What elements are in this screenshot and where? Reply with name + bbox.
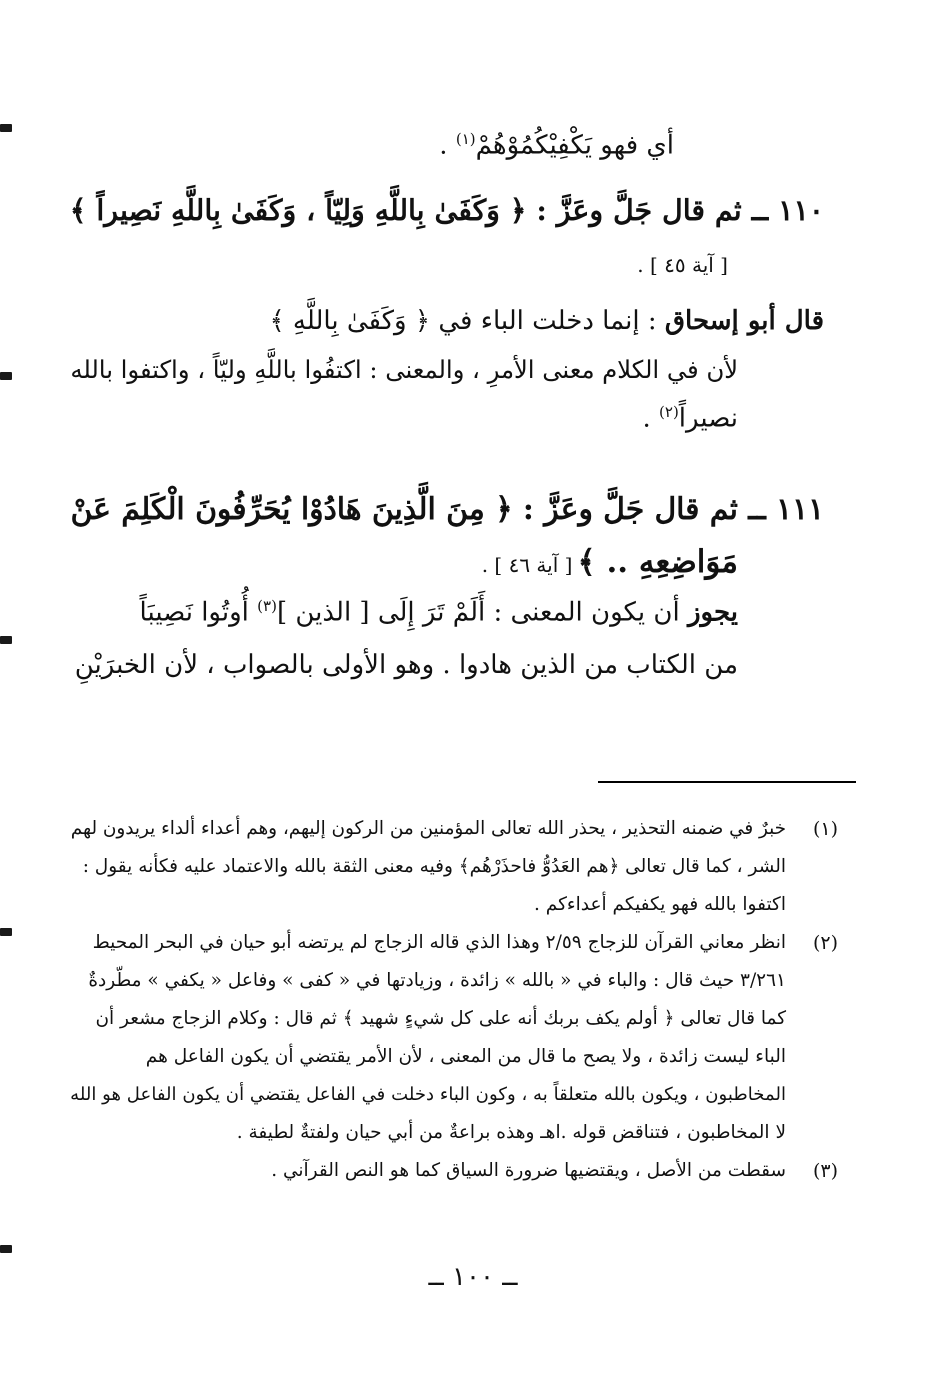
para-110-line-2: لأن في الكلام معنى الأمرِ ، والمعنى : اكتفُوا باللَّهِ وليّاً ، واكتفوا بالله (70, 355, 738, 384)
footnote-2-line-5: المخاطبون ، ويكون بالله متعلقاً به ، وكون الباء دخلت في الفاعل يقتضي أن يكون الفاعل هو الله (70, 1084, 786, 1105)
entry-111-ayah-ref: [ آية ٤٦ ] . (481, 553, 573, 577)
footnote-1-line-2: الشر ، كما قال تعالى ﴿هم العَدُوُّ فاحذَرْهُم﴾ وفيه معنى الثقة بالله والاعتماد عليه فكأنه يقول : (82, 856, 786, 877)
entry-111-heading-line-1 (70, 491, 824, 527)
para-111-line-1-rest: أن يكون المعنى : أَلَمْ تَرَ إِلَى [ الذين ] (276, 597, 680, 628)
para-110-line-1-rest: : إنما دخلت الباء في ﴿ وَكَفَىٰ بِاللَّهِ ﴾ (269, 306, 657, 336)
footnote-2-line-2: ٣/٢٦١ حيث قال : والباء في « بالله » زائدة ، وزيادتها في « كفى » وفاعل « يكفي » مطّردةٌ (88, 970, 786, 991)
footnote-3-line-1: سقطت من الأصل ، ويقتضيها ضرورة السياق كما هو النص القرآني . (271, 1160, 786, 1181)
intro-end: . (439, 130, 456, 161)
footnote-2-line-4: الباء ليست زائدة ، ولا يصح ما قال من المعنى ، لأن الأمر يقتضي أن يكون الفاعل هم (145, 1046, 786, 1067)
scan-mark (0, 124, 12, 132)
footnote-2-line-6: لا المخاطبون ، فتناقض قوله .اهـ وهذه براعةٌ من أبي حيان ولفتةٌ لطيفة . (236, 1122, 786, 1143)
entry-110-verse: ﴿ وَكَفَىٰ بِاللَّهِ وَلِيّاً ، وَكَفَىٰ بِاللَّهِ نَصِيراً ﴾ (69, 193, 527, 227)
intro-text: أي فهو يَكْفِيْكُمُوْهُمْ (475, 130, 674, 161)
entry-111-heading-line-2 (482, 544, 738, 580)
para-110-line-1 (269, 306, 824, 336)
scan-mark (0, 636, 12, 644)
page-number: ــ ١٠٠ ــ (428, 1262, 518, 1292)
footnote-1-line-3: اكتفوا بالله فهو يكفيكم أعداءكم . (534, 894, 786, 915)
footnote-ref-3: (٣) (257, 597, 277, 615)
scan-mark (0, 928, 12, 936)
entry-111-number: ١١١ ــ ثم قال جَلَّ وعَزَّ : (522, 492, 824, 527)
entry-110-heading (70, 193, 824, 227)
footnote-3-number: (٣) (812, 1160, 838, 1182)
footnote-2-line-1: انظر معاني القرآن للزجاج ٢/٥٩ وهذا الذي قاله الزجاج لم يرتضه أبو حيان في البحر المحيط (92, 932, 786, 953)
footnote-ref-2: (٢) (659, 403, 679, 421)
para-111-line-1-tail: أُوتُوا نَصِيبَاً (139, 597, 258, 628)
para-110-line-3 (642, 403, 738, 434)
para-111-line-2: من الكتاب من الذين هادوا . وهو الأولى بالصواب ، لأن الخبرَيْنِ (74, 650, 738, 680)
para-111-lead: يجوز (687, 597, 738, 628)
entry-110-ayah-ref: [ آية ٤٥ ] . (637, 253, 728, 277)
scan-mark (0, 1245, 12, 1253)
footnote-2-line-3: كما قال تعالى ﴿ أولم يكف بربك أنه على كل شيءٍ شهيد ﴾ ثم قال : وكلام الزجاج مشعر أن (95, 1008, 786, 1029)
para-111-line-1 (140, 597, 738, 628)
footnote-2-number: (٢) (812, 932, 838, 954)
speaker-name: قال أبو إسحاق (664, 306, 824, 336)
footnote-separator (598, 781, 856, 783)
para-110-line-3-text: نصيراً (678, 403, 738, 434)
footnote-1-number: (١) (812, 818, 838, 840)
intro-line (439, 130, 674, 161)
entry-111-verse-line-1: ﴿ مِنَ الَّذِينَ هَادُوْا يُحَرِّفُونَ الْكَلِمَ عَنْ (70, 492, 513, 527)
entry-110-number: ١١٠ ــ ثم قال جَلَّ وعَزَّ : (536, 193, 824, 227)
footnote-ref-1: (١) (455, 130, 476, 148)
footnote-1-line-1: خبرٌ في ضمنه التحذير ، يحذر الله تعالى المؤمنين من الركون إليهم، وهم أعداء ألداء يريدون لهم (70, 818, 786, 839)
entry-111-verse-line-2: مَوَاضِعِهِ .. ﴾ (577, 544, 738, 580)
scan-mark (0, 372, 12, 380)
para-110-line-3-end: . (642, 403, 660, 434)
